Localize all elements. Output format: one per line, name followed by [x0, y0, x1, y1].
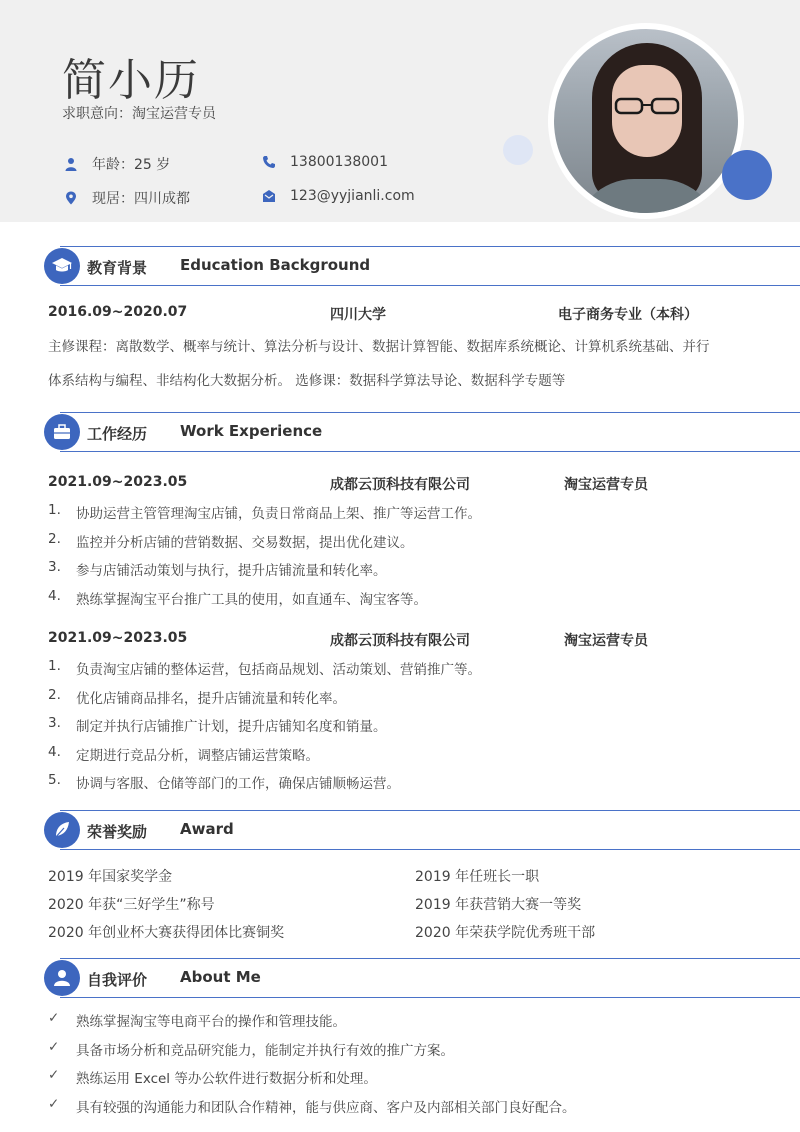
- decorative-circle-blue: [722, 150, 772, 200]
- briefcase-icon: [44, 414, 80, 450]
- courses-line-1: 主修课程：离散数学、概率与统计、算法分析与设计、数据计算智能、数据库系统概论、计算机系统基础、并行: [48, 339, 710, 355]
- award-item: 2020 年荣获学院优秀班干部: [415, 925, 596, 941]
- section-title-en: About Me: [180, 968, 261, 986]
- list-item: 4. 熟练掌握淘宝平台推广工具的使用，如直通车、淘宝客等。: [48, 587, 427, 608]
- list-item: 5. 协调与客服、仓储等部门的工作，确保店铺顺畅运营。: [48, 772, 400, 792]
- phone-text: 13800138001: [290, 154, 388, 170]
- section-awards: [0, 810, 800, 850]
- award-item: 2019 年国家奖学金: [48, 869, 173, 885]
- mail-icon: [262, 189, 276, 203]
- job-company: 成都云顶科技有限公司: [330, 477, 470, 493]
- section-title-cn: 荣誉奖励: [87, 823, 148, 841]
- phone-info: [262, 154, 388, 170]
- list-item: 1. 协助运营主管管理淘宝店铺，负责日常商品上架、推广等运营工作。: [48, 502, 481, 522]
- job-2-duties: [48, 658, 748, 801]
- list-item: ✓ 熟练运用 Excel 等办公软件进行数据分析和处理。: [48, 1067, 768, 1096]
- job-intent: 求职意向：淘宝运营专员: [62, 106, 216, 122]
- check-icon: ✓: [48, 1095, 60, 1112]
- section-title-en: Education Background: [180, 256, 371, 274]
- check-icon: ✓: [48, 1010, 60, 1026]
- section-title-cn: 工作经历: [87, 425, 148, 443]
- section-about: [0, 958, 800, 998]
- list-item: 4. 定期进行竞品分析，调整店铺运营策略。: [48, 743, 319, 764]
- resume-header: [0, 0, 800, 222]
- check-icon: ✓: [48, 1038, 60, 1055]
- email-text: 123@yyjianli.com: [290, 188, 415, 204]
- job-1-duties: [48, 502, 748, 616]
- award-item: 2019 年获营销大赛一等奖: [415, 897, 582, 913]
- education-major: 电子商务专业（本科）: [558, 307, 698, 323]
- person-icon: [64, 157, 78, 171]
- job-period: 2021.09~2023.05: [48, 630, 188, 646]
- candidate-name: 简小历: [62, 55, 200, 106]
- job-period: 2021.09~2023.05: [48, 474, 188, 490]
- job-company: 成都云顶科技有限公司: [330, 633, 470, 649]
- job-position: 淘宝运营专员: [564, 477, 648, 493]
- job-position: 淘宝运营专员: [564, 633, 648, 649]
- list-item: 2. 优化店铺商品排名，提升店铺流量和转化率。: [48, 686, 346, 707]
- phone-icon: [262, 155, 276, 169]
- award-item: 2020 年获“三好学生”称号: [48, 897, 215, 913]
- check-icon: ✓: [48, 1067, 60, 1083]
- section-title-en: Award: [180, 820, 234, 838]
- email-info: [262, 188, 415, 204]
- courses-line-2: 体系结构与编程、非结构化大数据分析。 选修课：数据科学算法导论、数据科学专题等: [48, 373, 566, 389]
- profile-photo: [548, 23, 744, 219]
- medal-icon: [44, 812, 80, 848]
- list-item: 2. 监控并分析店铺的营销数据、交易数据，提出优化建议。: [48, 530, 414, 551]
- list-item: ✓ 具备市场分析和竞品研究能力，能制定并执行有效的推广方案。: [48, 1039, 768, 1068]
- user-icon: [44, 960, 80, 996]
- decorative-circle-light: [503, 135, 533, 165]
- award-item: 2019 年任班长一职: [415, 869, 540, 885]
- section-title-cn: 自我评价: [87, 971, 148, 989]
- list-item: ✓ 具有较强的沟通能力和团队合作精神，能与供应商、客户及内部相关部门良好配合。: [48, 1096, 768, 1125]
- age-text: 年龄：25 岁: [92, 157, 171, 173]
- age-info: [64, 154, 170, 174]
- graduation-cap-icon: [44, 248, 80, 284]
- location-icon: [64, 191, 78, 205]
- about-list: [48, 1010, 768, 1124]
- list-item: 1. 负责淘宝店铺的整体运营，包括商品规划、活动策划、营销推广等。: [48, 658, 481, 678]
- list-item: 3. 参与店铺活动策划与执行，提升店铺流量和转化率。: [48, 559, 387, 579]
- section-education: [0, 246, 800, 286]
- section-title-en: Work Experience: [180, 422, 323, 440]
- section-work: [0, 412, 800, 452]
- list-item: ✓ 熟练掌握淘宝等电商平台的操作和管理技能。: [48, 1010, 768, 1039]
- section-title-cn: 教育背景: [87, 259, 148, 277]
- education-period: 2016.09~2020.07: [48, 304, 188, 320]
- award-item: 2020 年创业杯大赛获得团体比赛铜奖: [48, 925, 285, 941]
- location-text: 现居：四川成都: [92, 191, 190, 207]
- list-item: 3. 制定并执行店铺推广计划，提升店铺知名度和销量。: [48, 715, 387, 735]
- location-info: [64, 188, 190, 208]
- education-courses: [48, 333, 748, 395]
- education-school: 四川大学: [330, 307, 386, 323]
